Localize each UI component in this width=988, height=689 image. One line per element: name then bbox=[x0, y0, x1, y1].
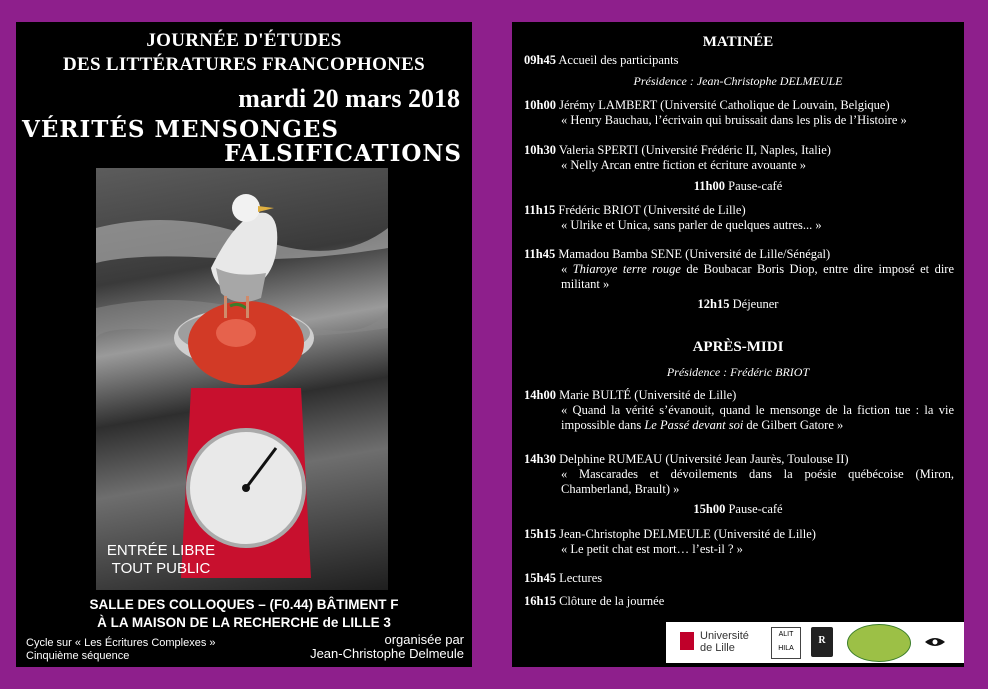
item-time: 14h30 bbox=[524, 452, 556, 466]
item-text: Accueil des participants bbox=[558, 53, 679, 67]
item-text: Clôture de la journée bbox=[559, 594, 665, 608]
program-item bbox=[524, 527, 954, 557]
item-time: 15h15 bbox=[524, 527, 556, 541]
talk-part-a: « Quand la vérité s’évanouit, quand le mensonge de la fiction tue : la vie impossible dans bbox=[561, 403, 954, 432]
afternoon-heading: APRÈS-MIDI bbox=[692, 339, 784, 355]
poster-panel bbox=[16, 22, 472, 667]
item-text: Pause-café bbox=[728, 179, 783, 193]
program-item bbox=[524, 571, 954, 586]
item-time: 15h45 bbox=[524, 571, 556, 585]
item-talk: « Henry Bauchau, l’écrivain qui bruissait dans les plis de l’Histoire » bbox=[561, 113, 907, 127]
cycle-line1: Cycle sur « Les Écritures Complexes » bbox=[26, 637, 216, 649]
item-time: 10h00 bbox=[524, 98, 556, 112]
gull-scale-illustration bbox=[96, 168, 388, 590]
item-time: 16h15 bbox=[524, 594, 556, 608]
talk-rest: de Boubacar Boris Diop, entre dire imposé et dire militant » bbox=[561, 262, 955, 291]
item-text: Delphine RUMEAU (Université Jean Jaurès, Toulouse II) bbox=[559, 452, 849, 466]
venue-line2: À LA MAISON DE LA RECHERCHE de LILLE 3 bbox=[97, 615, 391, 630]
item-text: Jean-Christophe DELMEULE (Université de Lille) bbox=[559, 527, 816, 541]
program-break bbox=[512, 502, 964, 517]
alithila-logo bbox=[771, 627, 801, 659]
alit-line1: ALIT bbox=[778, 631, 794, 638]
cycle-info bbox=[26, 637, 216, 663]
program-item bbox=[524, 594, 954, 609]
item-time: 09h45 bbox=[524, 53, 556, 67]
cycle-line2: Cinquième séquence bbox=[26, 650, 130, 662]
universite-lille-mark-icon bbox=[680, 632, 694, 650]
program-item bbox=[524, 452, 954, 497]
talk-title-italic: Le Passé devant soi bbox=[644, 418, 744, 432]
program-item bbox=[524, 203, 954, 233]
item-time: 12h15 bbox=[697, 297, 730, 311]
item-talk bbox=[524, 403, 954, 433]
item-time: 15h00 bbox=[693, 502, 726, 516]
item-text: Déjeuner bbox=[732, 297, 779, 311]
item-talk: « Ulrike et Unica, sans parler de quelques autres... » bbox=[561, 218, 822, 232]
program-panel bbox=[512, 22, 964, 667]
item-text: Pause-café bbox=[728, 502, 783, 516]
morning-chair: Présidence : Jean-Christophe DELMEULE bbox=[633, 74, 843, 88]
talk-prefix: « bbox=[561, 262, 573, 276]
theme-line2: FALSIFICATIONS bbox=[224, 140, 462, 167]
organizer-line2: Jean-Christophe Delmeule bbox=[310, 646, 464, 661]
program-item bbox=[524, 143, 954, 173]
item-time: 14h00 bbox=[524, 388, 556, 402]
eye-logo-icon bbox=[924, 637, 946, 647]
item-text: Lectures bbox=[559, 571, 603, 585]
item-text: Marie BULTÉ (Université de Lille) bbox=[559, 388, 737, 402]
item-text: Frédéric BRIOT (Université de Lille) bbox=[558, 203, 746, 217]
program-break bbox=[512, 179, 964, 194]
item-time: 11h15 bbox=[524, 203, 556, 217]
free-entry-notice bbox=[96, 542, 226, 578]
theme-line1: VÉRITÉS MENSONGES bbox=[22, 116, 339, 143]
partner-circle-logo bbox=[847, 624, 911, 662]
item-talk: « Nelly Arcan entre fiction et écriture avouante » bbox=[561, 158, 807, 172]
morning-heading: MATINÉE bbox=[702, 34, 774, 50]
free-entry-line2: TOUT PUBLIC bbox=[111, 560, 211, 577]
item-time: 10h30 bbox=[524, 143, 556, 157]
organizer-line1: organisée par bbox=[384, 632, 464, 647]
item-text: Mamadou Bamba SENE (Université de Lille/Sénégal) bbox=[558, 247, 831, 261]
talk-title-italic: Thiaroye terre rouge bbox=[572, 262, 681, 276]
item-text: Jérémy LAMBERT (Université Catholique de Louvain, Belgique) bbox=[559, 98, 890, 112]
ul-logo-line1: Université bbox=[700, 630, 749, 642]
venue-line1: SALLE DES COLLOQUES – (F0.44) BÂTIMENT F bbox=[89, 597, 399, 612]
afternoon-chair: Présidence : Frédéric BRIOT bbox=[666, 365, 810, 379]
item-text: Valeria SPERTI (Université Frédéric II, Naples, Italie) bbox=[558, 143, 831, 157]
program-item bbox=[524, 388, 954, 433]
event-date: mardi 20 mars 2018 bbox=[238, 84, 460, 113]
event-title-line1: JOURNÉE D'ÉTUDES bbox=[146, 30, 342, 51]
alit-line2: HILA bbox=[778, 645, 794, 652]
organizer bbox=[310, 633, 464, 661]
item-time: 11h00 bbox=[693, 179, 725, 193]
recif-logo: R bbox=[811, 627, 833, 657]
ul-logo-line2: de Lille bbox=[700, 642, 735, 654]
item-talk bbox=[524, 262, 954, 292]
talk-part-b: de Gilbert Gatore » bbox=[743, 418, 844, 432]
program-item bbox=[524, 247, 954, 292]
program-break bbox=[512, 297, 964, 312]
item-time: 11h45 bbox=[524, 247, 556, 261]
free-entry-line1: ENTRÉE LIBRE bbox=[106, 542, 216, 559]
program-item bbox=[524, 53, 954, 68]
program-item bbox=[524, 98, 954, 128]
poster-photo bbox=[96, 168, 388, 590]
event-title-line2: DES LITTÉRATURES FRANCOPHONES bbox=[62, 54, 426, 75]
item-talk: « Mascarades et dévoilements dans la poésie québécoise (Miron, Chamberland, Brault) » bbox=[561, 467, 954, 496]
partner-logos bbox=[666, 622, 964, 663]
item-talk: « Le petit chat est mort… l’est-il ? » bbox=[561, 542, 743, 556]
